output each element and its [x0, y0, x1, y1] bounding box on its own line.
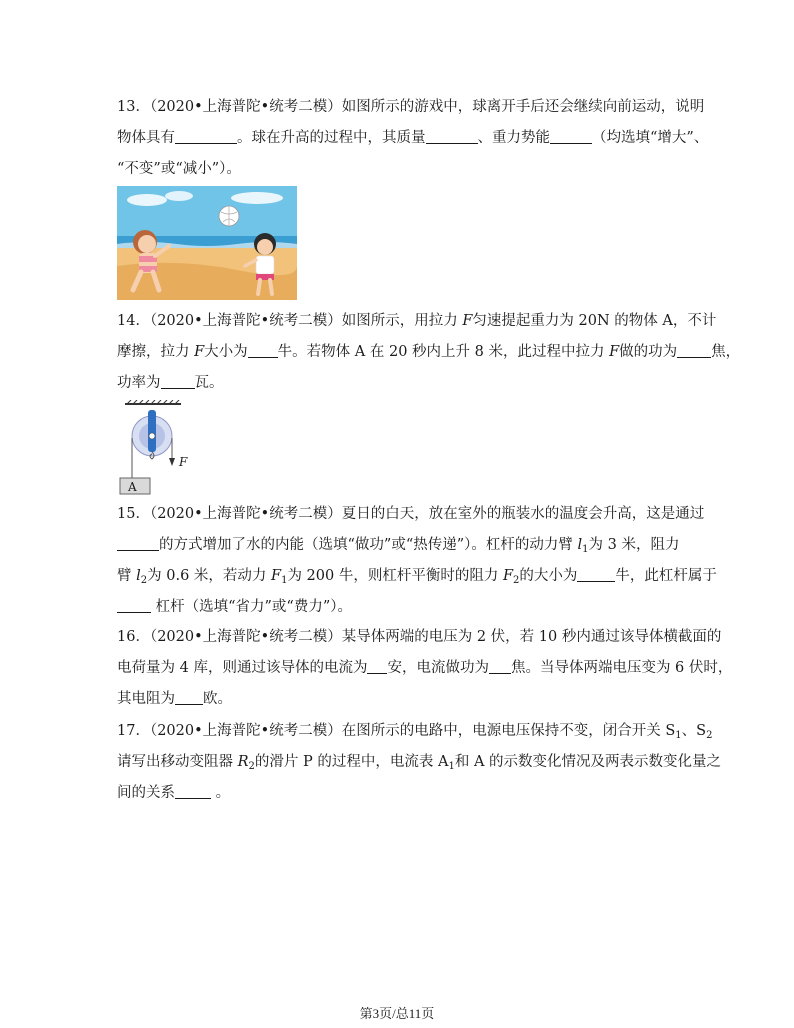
answer-blank[interactable]: [426, 129, 478, 144]
answer-blank[interactable]: [577, 567, 615, 582]
q17-line-3: [117, 778, 677, 809]
q15-line-1: [117, 499, 705, 530]
variable-F: F: [609, 344, 620, 360]
pulley-diagram: [117, 400, 197, 496]
force-label: F: [179, 455, 188, 469]
q13-text: 。球在升高的过程中，其质量: [237, 130, 426, 146]
subscript: 2: [140, 575, 148, 586]
q14-text: 瓦。: [194, 375, 224, 391]
variable-F: F: [194, 344, 205, 360]
question-14: [117, 306, 741, 399]
q15-line-4: [117, 592, 677, 623]
q14-text: 功率为: [117, 375, 161, 391]
subscript: 1: [281, 575, 288, 586]
q17-text: 间的关系: [117, 785, 175, 801]
q17-text: 17．（2020•上海普陀•统考二模）在图所示的电路中，电源电压保持不变，闭合开关 S: [117, 723, 676, 739]
q17-line-2: [117, 747, 722, 778]
q13-text: （均选填“增大”、: [592, 130, 709, 146]
q15-text: 15．（2020•上海普陀•统考二模）夏日的白天，放在室外的瓶装水的温度会升高，这是通过: [117, 506, 705, 522]
q15-line-2: [117, 530, 680, 561]
answer-blank[interactable]: [117, 598, 151, 613]
variable-l: l: [577, 537, 583, 553]
q15-text: 为 200 牛，则杠杆平衡时的阻力: [287, 568, 503, 584]
q16-line-2: [117, 653, 733, 684]
q14-line-1: [117, 306, 717, 337]
q17-text: 的滑片 P 的过程中，电流表 A: [254, 754, 449, 770]
q16-text: 其电阻为: [117, 691, 175, 707]
q16-text: 安，电流做功为: [387, 660, 489, 676]
q14-text: 14．（2020•上海普陀•统考二模）如图所示，用拉力: [117, 313, 463, 329]
answer-blank[interactable]: [248, 343, 278, 358]
question-13: [117, 92, 709, 185]
answer-blank[interactable]: [161, 374, 195, 389]
question-17: [117, 716, 722, 809]
variable-F: F: [502, 568, 514, 584]
answer-blank[interactable]: [677, 343, 711, 358]
answer-blank[interactable]: [550, 129, 592, 144]
q16-line-1: [117, 622, 722, 653]
subscript: 1: [675, 730, 682, 741]
q16-text: 电荷量为 4 库，则通过该导体的电流为: [117, 660, 368, 676]
answer-blank[interactable]: [117, 536, 159, 551]
q17-text: 。: [211, 785, 231, 801]
answer-blank[interactable]: [489, 659, 511, 674]
variable-F: F: [462, 313, 473, 329]
question-16: [117, 622, 733, 715]
block-label: A: [128, 480, 137, 494]
answer-blank[interactable]: [175, 784, 211, 799]
q15-text: 杠杆（选填“省力”或“费力”）。: [151, 599, 353, 615]
q15-text: 臂: [117, 568, 137, 584]
q17-text: 请写出移动变阻器: [117, 754, 238, 770]
q13-line-1: [117, 92, 705, 123]
q15-text: 的大小为: [519, 568, 578, 584]
beach-volleyball-illustration: [117, 186, 297, 300]
answer-blank[interactable]: [175, 129, 237, 144]
q14-line-2: [117, 337, 741, 368]
q14-text: 摩擦，拉力: [117, 344, 195, 360]
q17-text: 、S: [681, 723, 707, 739]
subscript: 1: [582, 544, 589, 555]
q15-line-3: [117, 561, 717, 592]
question-15: [117, 499, 717, 623]
q13-text: “不变”或“减小”）。: [117, 161, 241, 177]
q16-text: 焦。当导体两端电压变为 6 伏时，: [510, 660, 733, 676]
q13-text: 、重力势能: [477, 130, 550, 146]
q14-text: 大小为: [204, 344, 248, 360]
q17-text: 和 A 的示数变化情况及两表示数变化量之: [454, 754, 722, 770]
variable-F: F: [271, 568, 282, 584]
variable-R: R: [237, 754, 249, 770]
q13-line-2: [117, 123, 709, 154]
q16-text: 16．（2020•上海普陀•统考二模）某导体两端的电压为 2 伏，若 10 秒内通过该导体横截面的: [117, 629, 722, 645]
variable-l: l: [136, 568, 141, 584]
q17-line-1: [117, 716, 713, 747]
q13-text: 13．（2020•上海普陀•统考二模）如图所示的游戏中，球离开手后还会继续向前运动，说明: [117, 99, 705, 115]
q14-text: 焦，: [711, 344, 741, 360]
q15-text: 为 0.6 米，若动力: [147, 568, 272, 584]
page-footer: 第3页/总11页: [359, 1006, 435, 1021]
q14-text: 牛。若物体 A 在 20 秒内上升 8 米，此过程中拉力: [277, 344, 610, 360]
subscript: 2: [513, 575, 520, 586]
q16-line-3: [117, 684, 677, 715]
q15-text: 牛，此杠杆属于: [615, 568, 717, 584]
q16-text: 欧。: [203, 691, 232, 707]
subscript: 2: [706, 730, 713, 741]
q13-text: 物体具有: [117, 130, 175, 146]
answer-blank[interactable]: [367, 659, 387, 674]
q14-line-3: [117, 368, 677, 399]
q15-text: 为 3 米，阻力: [588, 537, 680, 553]
subscript: 2: [248, 761, 255, 772]
subscript: 1: [448, 761, 455, 772]
q13-line-3: [117, 154, 677, 185]
answer-blank[interactable]: [175, 690, 203, 705]
q15-text: 的方式增加了水的内能（选填“做功”或“热传递”）。杠杆的动力臂: [159, 537, 578, 553]
q14-text: 做的功为: [619, 344, 678, 360]
q14-text: 匀速提起重力为 20N 的物体 A，不计: [472, 313, 717, 329]
